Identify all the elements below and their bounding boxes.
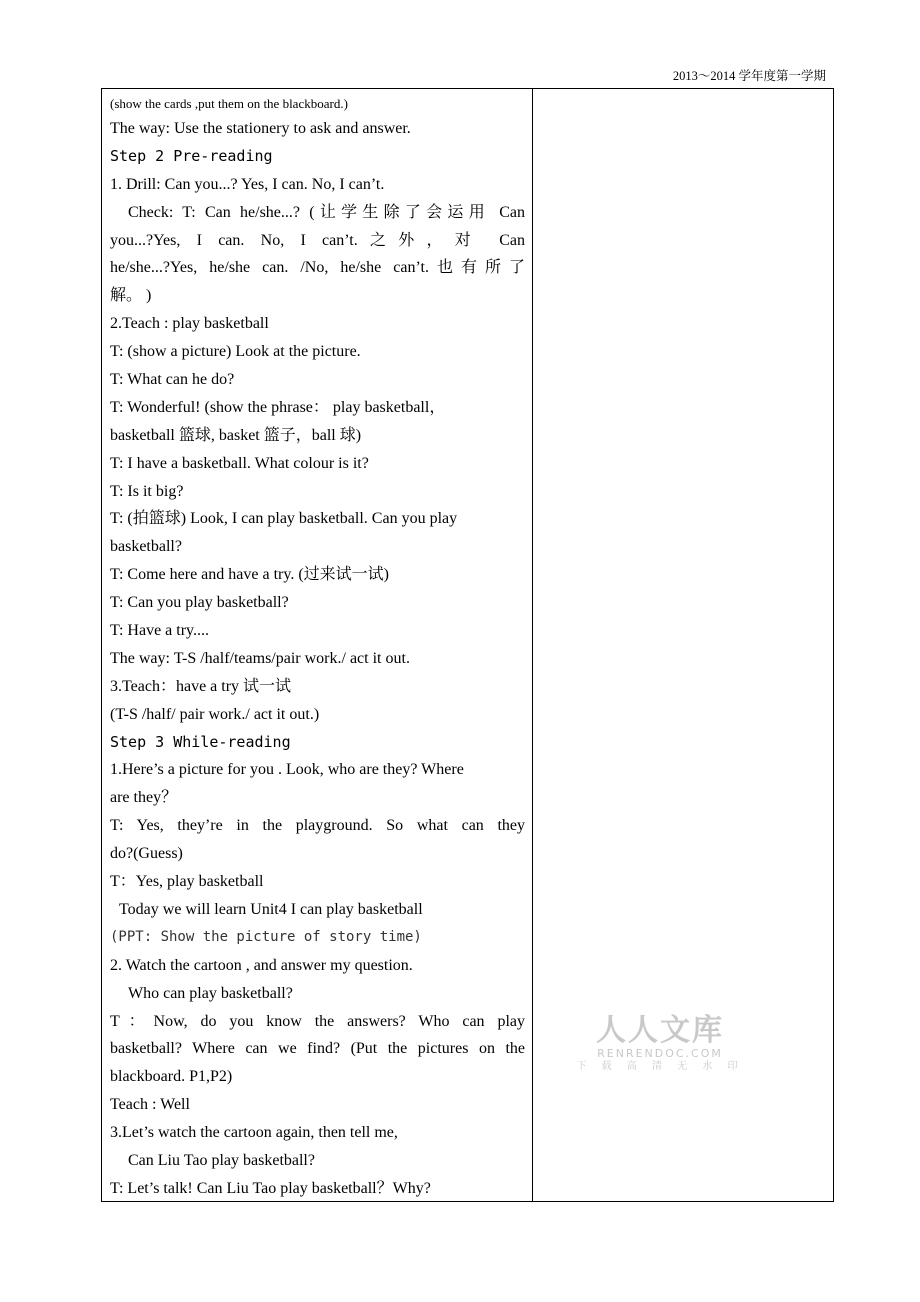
text-line: he/she...?Yes, he/she can. /No, he/she can’t.也有所了 bbox=[110, 259, 525, 277]
text-line: 1.Here’s a picture for you . Look, who are they? Where bbox=[110, 761, 464, 779]
text-line: you...?Yes, I can. No, I can’t.之外，对 Can bbox=[110, 231, 525, 249]
text-line: T：Now, do you know the answers? Who can play bbox=[110, 1012, 525, 1030]
text-line: (T-S /half/ pair work./ act it out.) bbox=[110, 705, 320, 723]
text-line: T: Come here and have a try. (过来试一试) bbox=[110, 566, 389, 584]
page-header-term: 2013～2014 学年度第一学期 bbox=[672, 69, 826, 83]
text-line: basketball? bbox=[110, 538, 182, 556]
text-line: 3.Teach：have a try 试一试 bbox=[110, 677, 292, 695]
text-line: basketball? Where can we find? (Put the pictures on the bbox=[110, 1040, 525, 1058]
step-heading: Step 2 Pre-reading bbox=[110, 146, 273, 165]
text-line: 解。 ) bbox=[110, 287, 152, 305]
text-line: T: I have a basketball. What colour is it? bbox=[110, 454, 369, 472]
text-line: 3.Let’s watch the cartoon again, then tell me, bbox=[110, 1124, 398, 1142]
text-line: basketball 篮球, basket 篮子，ball 球) bbox=[110, 426, 362, 444]
text-line: T: Can you play basketball? bbox=[110, 594, 289, 612]
text-line: Teach : Well bbox=[110, 1096, 190, 1114]
text-line: Today we will learn Unit4 I can play basketball bbox=[119, 900, 423, 918]
text-line: (show the cards ,put them on the blackboard.) bbox=[110, 96, 348, 111]
text-line: 1. Drill: Can you...? Yes, I can. No, I can’t. bbox=[110, 175, 385, 193]
text-line: Who can play basketball? bbox=[128, 984, 293, 1002]
text-line: T: (show a picture) Look at the picture. bbox=[110, 343, 361, 361]
watermark-domain: RENRENDOC.COM bbox=[597, 1047, 723, 1060]
text-line: 2. Watch the cartoon , and answer my question. bbox=[110, 956, 413, 974]
watermark-tagline: 下 载 高 清 无 水 印 bbox=[576, 1061, 744, 1072]
lesson-steps-cell bbox=[102, 89, 533, 1201]
watermark-logo-text: 人人文库 bbox=[596, 1013, 724, 1048]
text-line: blackboard. P1,P2) bbox=[110, 1068, 233, 1086]
text-line: do?(Guess) bbox=[110, 845, 183, 863]
watermark-logo bbox=[545, 1015, 775, 1074]
text-line: T: Is it big? bbox=[110, 482, 184, 500]
text-line: T: Wonderful! (show the phrase： play basketball， bbox=[110, 398, 446, 416]
text-line: are they？ bbox=[110, 789, 178, 807]
text-line: 2.Teach : play basketball bbox=[110, 315, 269, 333]
text-line: T: (拍篮球) Look, I can play basketball. Can you play bbox=[110, 510, 458, 528]
text-line: T：Yes, play basketball bbox=[110, 873, 264, 891]
text-line: Can Liu Tao play basketball? bbox=[128, 1151, 315, 1169]
step-heading: Step 3 While-reading bbox=[110, 732, 291, 751]
text-line: T: What can he do? bbox=[110, 371, 235, 389]
text-line: (PPT: Show the picture of story time) bbox=[110, 928, 422, 945]
text-line: The way: Use the stationery to ask and answer. bbox=[110, 120, 411, 137]
text-line: T: Yes, they’re in the playground. So what can they bbox=[110, 817, 525, 835]
text-line: T: Let’s talk! Can Liu Tao play basketball？Why? bbox=[110, 1179, 431, 1197]
text-line: Check: T: Can he/she...? (让学生除了会运用 Can bbox=[128, 203, 525, 221]
text-line: The way: T-S /half/teams/pair work./ act it out. bbox=[110, 649, 410, 667]
text-line: T: Have a try.... bbox=[110, 622, 210, 640]
